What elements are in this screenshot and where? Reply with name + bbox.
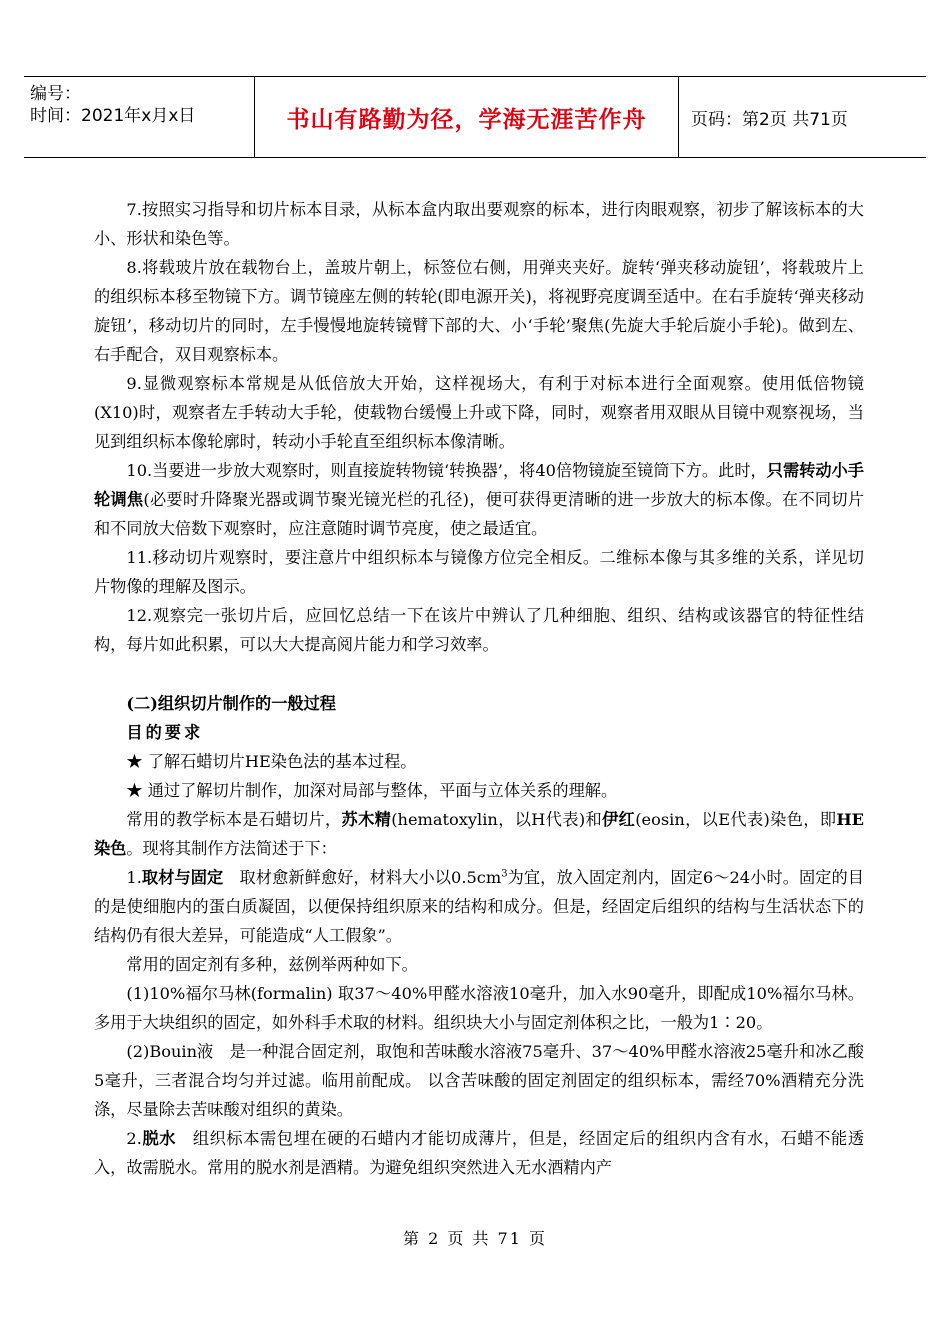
p10-bold: 只需转动小手轮调焦 xyxy=(94,461,864,509)
page-header xyxy=(24,76,926,158)
p10-text-c: (必要时升降聚光器或调节聚光镜光栏的孔径)，便可获得更清晰的进一步放大的标本像。在不同切片和不同放大倍数下观察时，应注意随时调节亮度，使之最适宜。 xyxy=(94,490,865,538)
step-2-number: 2. xyxy=(126,1129,142,1148)
page-footer: 第 2 页 共 71 页 xyxy=(403,1229,547,1248)
fixative-intro: 常用的固定剂有多种，兹例举两种如下。 xyxy=(126,955,418,974)
document-body xyxy=(94,195,864,1182)
step-1-superscript: 3 xyxy=(501,868,508,880)
step-2-paragraph xyxy=(94,1124,864,1182)
step-1-text-a: 取材愈新鲜愈好，材料大小以0.5cm xyxy=(223,868,502,887)
step-2-title: 脱水 xyxy=(141,1129,177,1148)
doc-number-label: 编号： xyxy=(30,84,81,104)
paragraph-9: 9.显微观察标本常规是从低倍放大开始，这样视场大，有利于对标本进行全面观察。使用低倍物镜(X10)时，观察者左手转动大手轮，使载物台缓慢上升或下降，同时，观察者用双眼从目镜中观察视场，当见到组织标本像轮廓时，转动小手轮直至组织标本像清晰。 xyxy=(94,374,864,451)
paragraph-8: 8.将载玻片放在载物台上，盖玻片朝上，标签位右侧，用弹夹夹好。旋转‘弹夹移动旋钮’，将载玻片上的组织标本移至物镜下方。调节镜座左侧的转轮(即电源开关)，将视野亮度调至适中。在右手旋转‘弹夹移动旋钮’，移动切片的同时，左手慢慢地旋转镜臂下部的大、小‘手轮’聚焦(先旋大手轮后旋小手轮)。做到左、右手配合，双目观察标本。 xyxy=(94,258,864,364)
step-1-title: 取材与固定 xyxy=(141,868,224,887)
date-label: 时间：2021年x月x日 xyxy=(30,106,196,126)
paragraph-7: 7.按照实习指导和切片标本目录，从标本盒内取出要观察的标本，进行肉眼观察，初步了解该标本的大小、形状和染色等。 xyxy=(94,200,864,248)
intro-c: (hematoxylin，以H代表)和 xyxy=(391,810,603,829)
paragraph-10 xyxy=(94,456,864,543)
step-1-paragraph xyxy=(94,863,864,950)
paragraph-12: 12.观察完一张切片后，应回忆总结一下在该片中辨认了几种细胞、组织、结构或该器官的特征性结构，每片如此积累，可以大大提高阅片能力和学习效率。 xyxy=(94,606,864,654)
intro-paragraph xyxy=(94,805,864,863)
step-2-text: 组织标本需包埋在硬的石蜡内才能切成薄片，但是，经固定后的组织内含有水，石蜡不能透入，故需脱水。常用的脱水剂是酒精。为避免组织突然进入无水酒精内产 xyxy=(94,1129,865,1177)
header-motto: 书山有路勤为径，学海无涯苦作舟 xyxy=(254,77,679,157)
intro-hematoxylin: 苏木精 xyxy=(341,810,392,829)
header-left-cell xyxy=(24,77,254,157)
intro-g: 。现将其制作方法简述于下： xyxy=(126,839,337,858)
paragraph-11: 11.移动切片观察时，要注意片中组织标本与镜像方位完全相反。二维标本像与其多维的关系，详见切片物像的理解及图示。 xyxy=(94,548,864,596)
intro-e: (eosin，以E代表)染色，即 xyxy=(635,810,837,829)
step-1-number: 1. xyxy=(126,868,142,887)
p10-text-a: 10.当要进一步放大观察时，则直接旋转物镜‘转换器’，将40倍物镜旋至镜筒下方。此时， xyxy=(126,461,767,480)
goal-title: 目的要求 xyxy=(126,723,204,742)
goal-item-2: ★ 通过了解切片制作，加深对局部与整体，平面与立体关系的理解。 xyxy=(126,781,618,800)
goal-item-1: ★ 了解石蜡切片HE染色法的基本过程。 xyxy=(126,752,417,771)
intro-a: 常用的教学标本是石蜡切片， xyxy=(126,810,342,829)
header-page-info: 页码：第2页 共71页 xyxy=(691,109,848,130)
step-1-text-b: 为宜，放入固定剂内，固定6～24小时。固定的目的是使细胞内的蛋白质凝固，以便保持组织原来的结构和成分。但是，经固定后组织的结构与生活状态下的结构仍有很大差异，可能造成“人工假象”。 xyxy=(94,868,864,945)
intro-he: HE染色 xyxy=(94,810,865,858)
section-title: (二)组织切片制作的一般过程 xyxy=(126,694,336,713)
fixative-1: (1)10%福尔马林(formalin) 取37～40%甲醛水溶液10毫升，加入水90毫升，即配成10%福尔马林。多用于大块组织的固定，如外科手术取的材料。组织块大小与固定剂体积之比，一般为1∶20。 xyxy=(94,984,864,1032)
fixative-2: (2)Bouin液 是一种混合固定剂，取饱和苦味酸水溶液75毫升、37～40%甲醛水溶液25毫升和冰乙酸5毫升，三者混合均匀并过滤。临用前配成。 以含苦味酸的固定剂固定的组织标本，需经70%酒精充分洗涤，尽量除去苦味酸对组织的黄染。 xyxy=(94,1042,864,1119)
intro-eosin: 伊红 xyxy=(602,810,636,829)
